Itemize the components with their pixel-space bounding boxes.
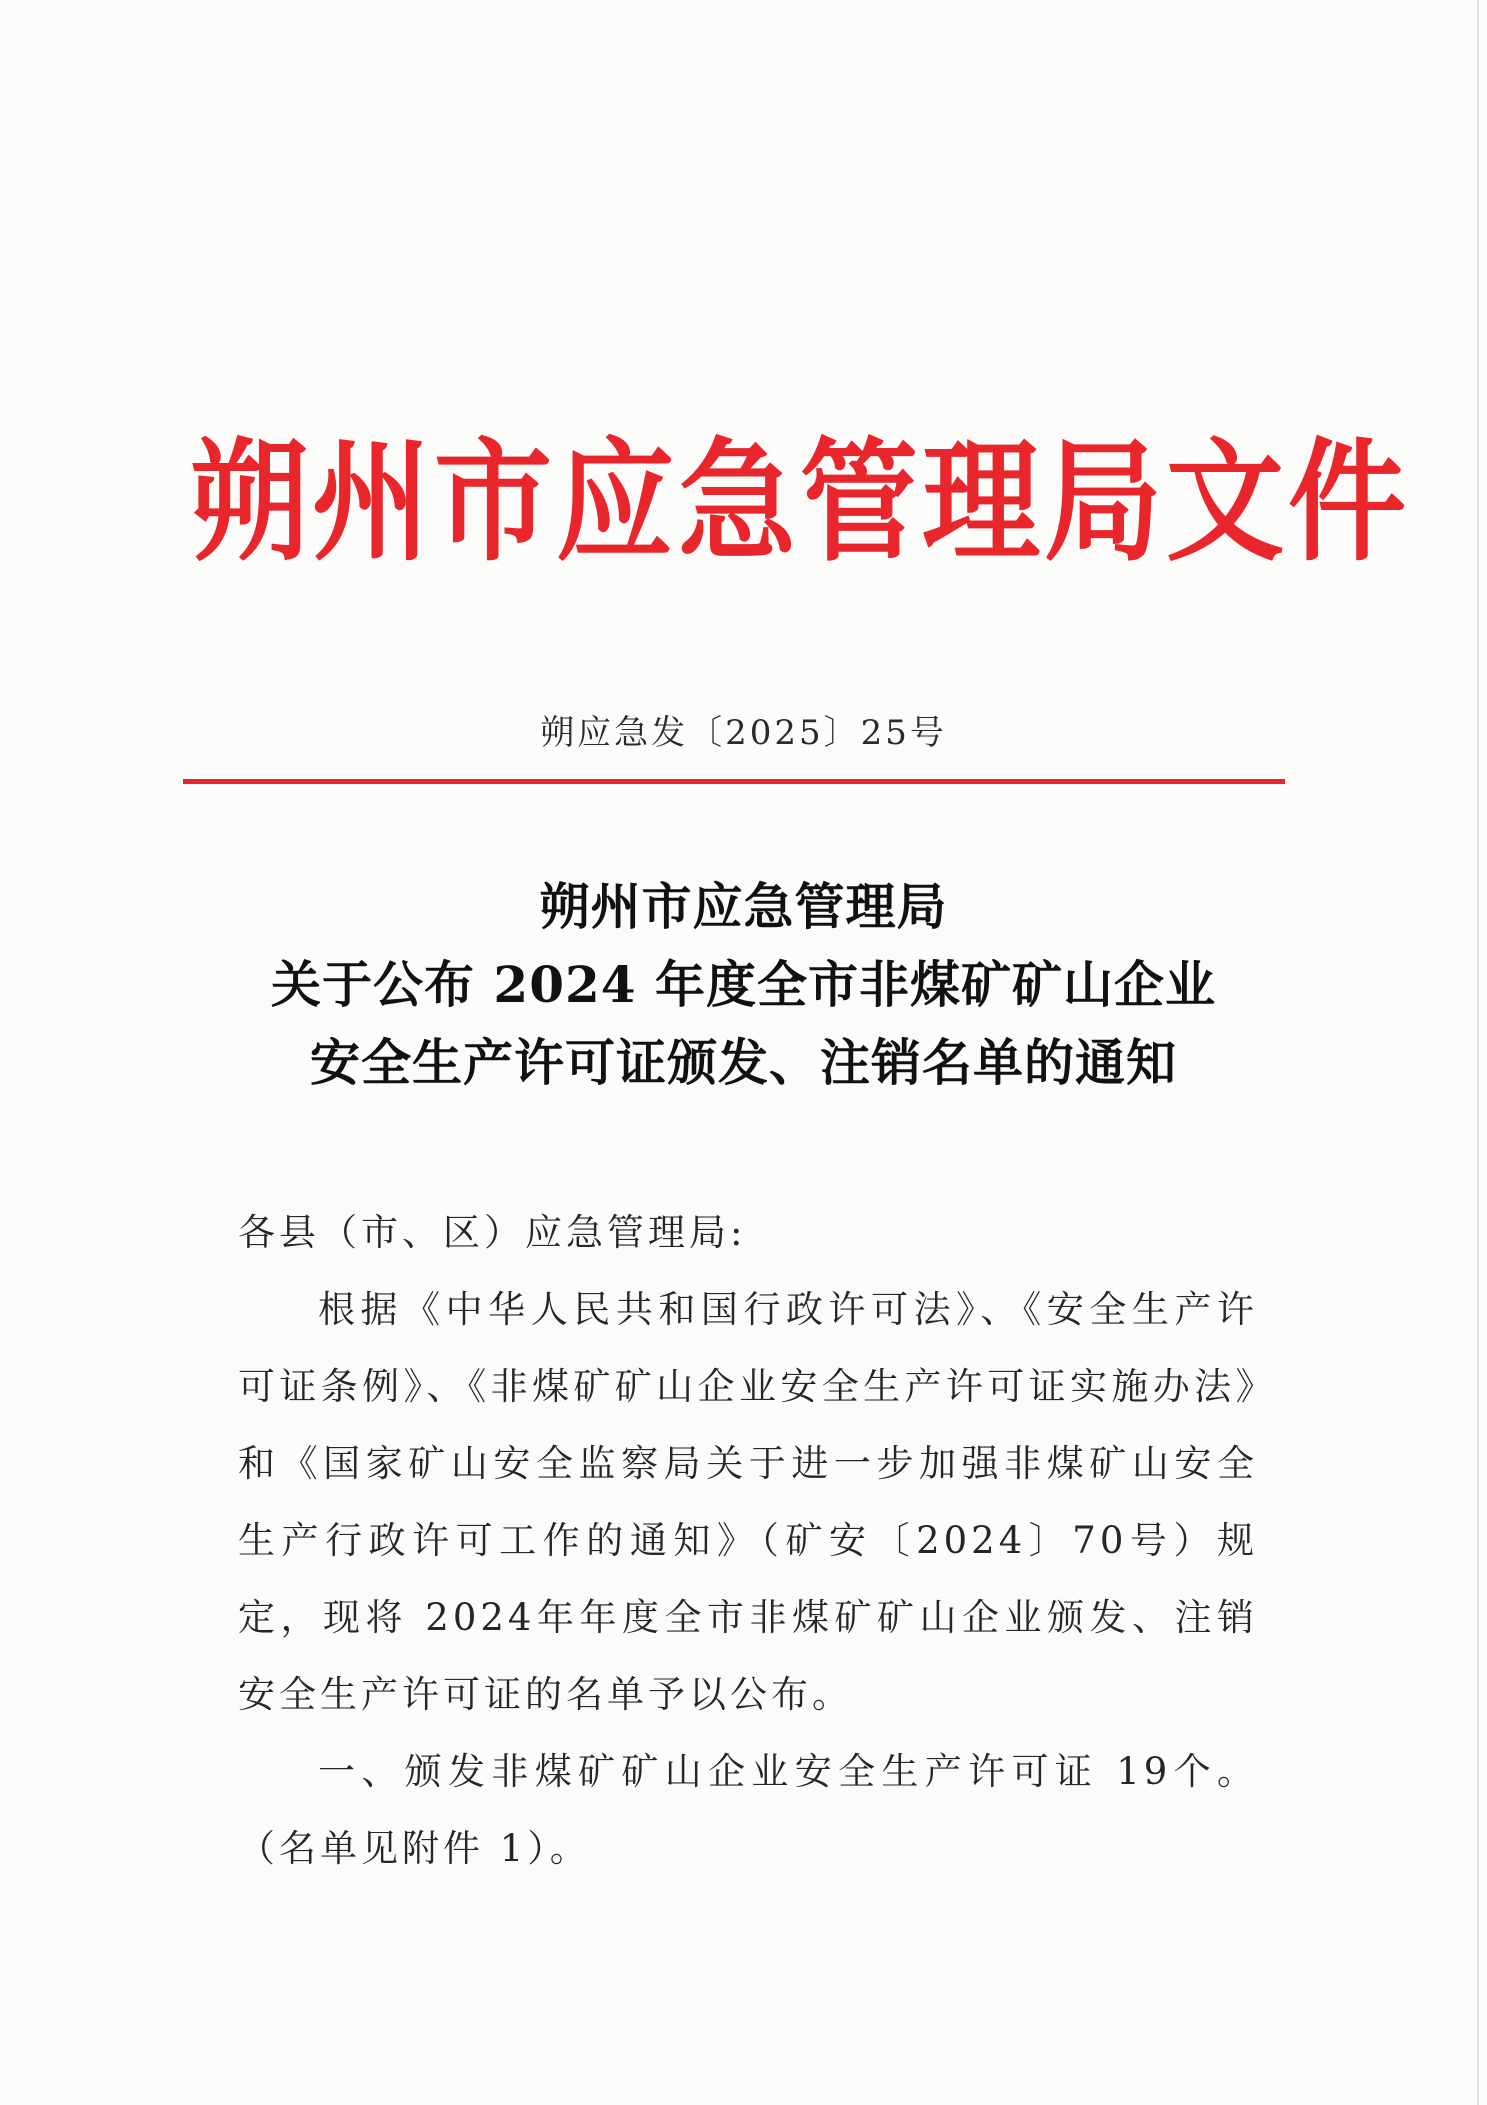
notice-body (238, 1194, 1258, 1887)
red-divider-line (183, 779, 1285, 784)
salutation: 各县（市、区）应急管理局: (238, 1211, 747, 1254)
body-paragraph-2: 一、颁发非煤矿矿山企业安全生产许可证 19个。（名单见附件 1）。 (238, 1750, 1258, 1870)
scan-edge-shadow (1477, 0, 1479, 2105)
body-paragraph-1: 根据《中华人民共和国行政许可法》、《安全生产许可证条例》、《非煤矿矿山企业安全生产许可证实施办法》和《国家矿山安全监察局关于进一步加强非煤矿山安全生产行政许可工作的通知》（矿安〔2024〕70号）规定，现将 2024年年度全市非煤矿矿山企业颁发、注销安全生产许可证的名单予以公布。 (238, 1288, 1258, 1716)
notice-title-line-2: 关于公布 2024 年度全市非煤矿矿山企业 (271, 955, 1216, 1014)
notice-title (0, 868, 1487, 1102)
agency-header-title: 朔州市应急管理局文件 (190, 423, 1411, 580)
document-number: 朔应急发〔2025〕25号 (540, 713, 947, 753)
notice-title-line-3: 安全生产许可证颁发、注销名单的通知 (310, 1033, 1177, 1092)
notice-title-line-1: 朔州市应急管理局 (539, 877, 948, 936)
